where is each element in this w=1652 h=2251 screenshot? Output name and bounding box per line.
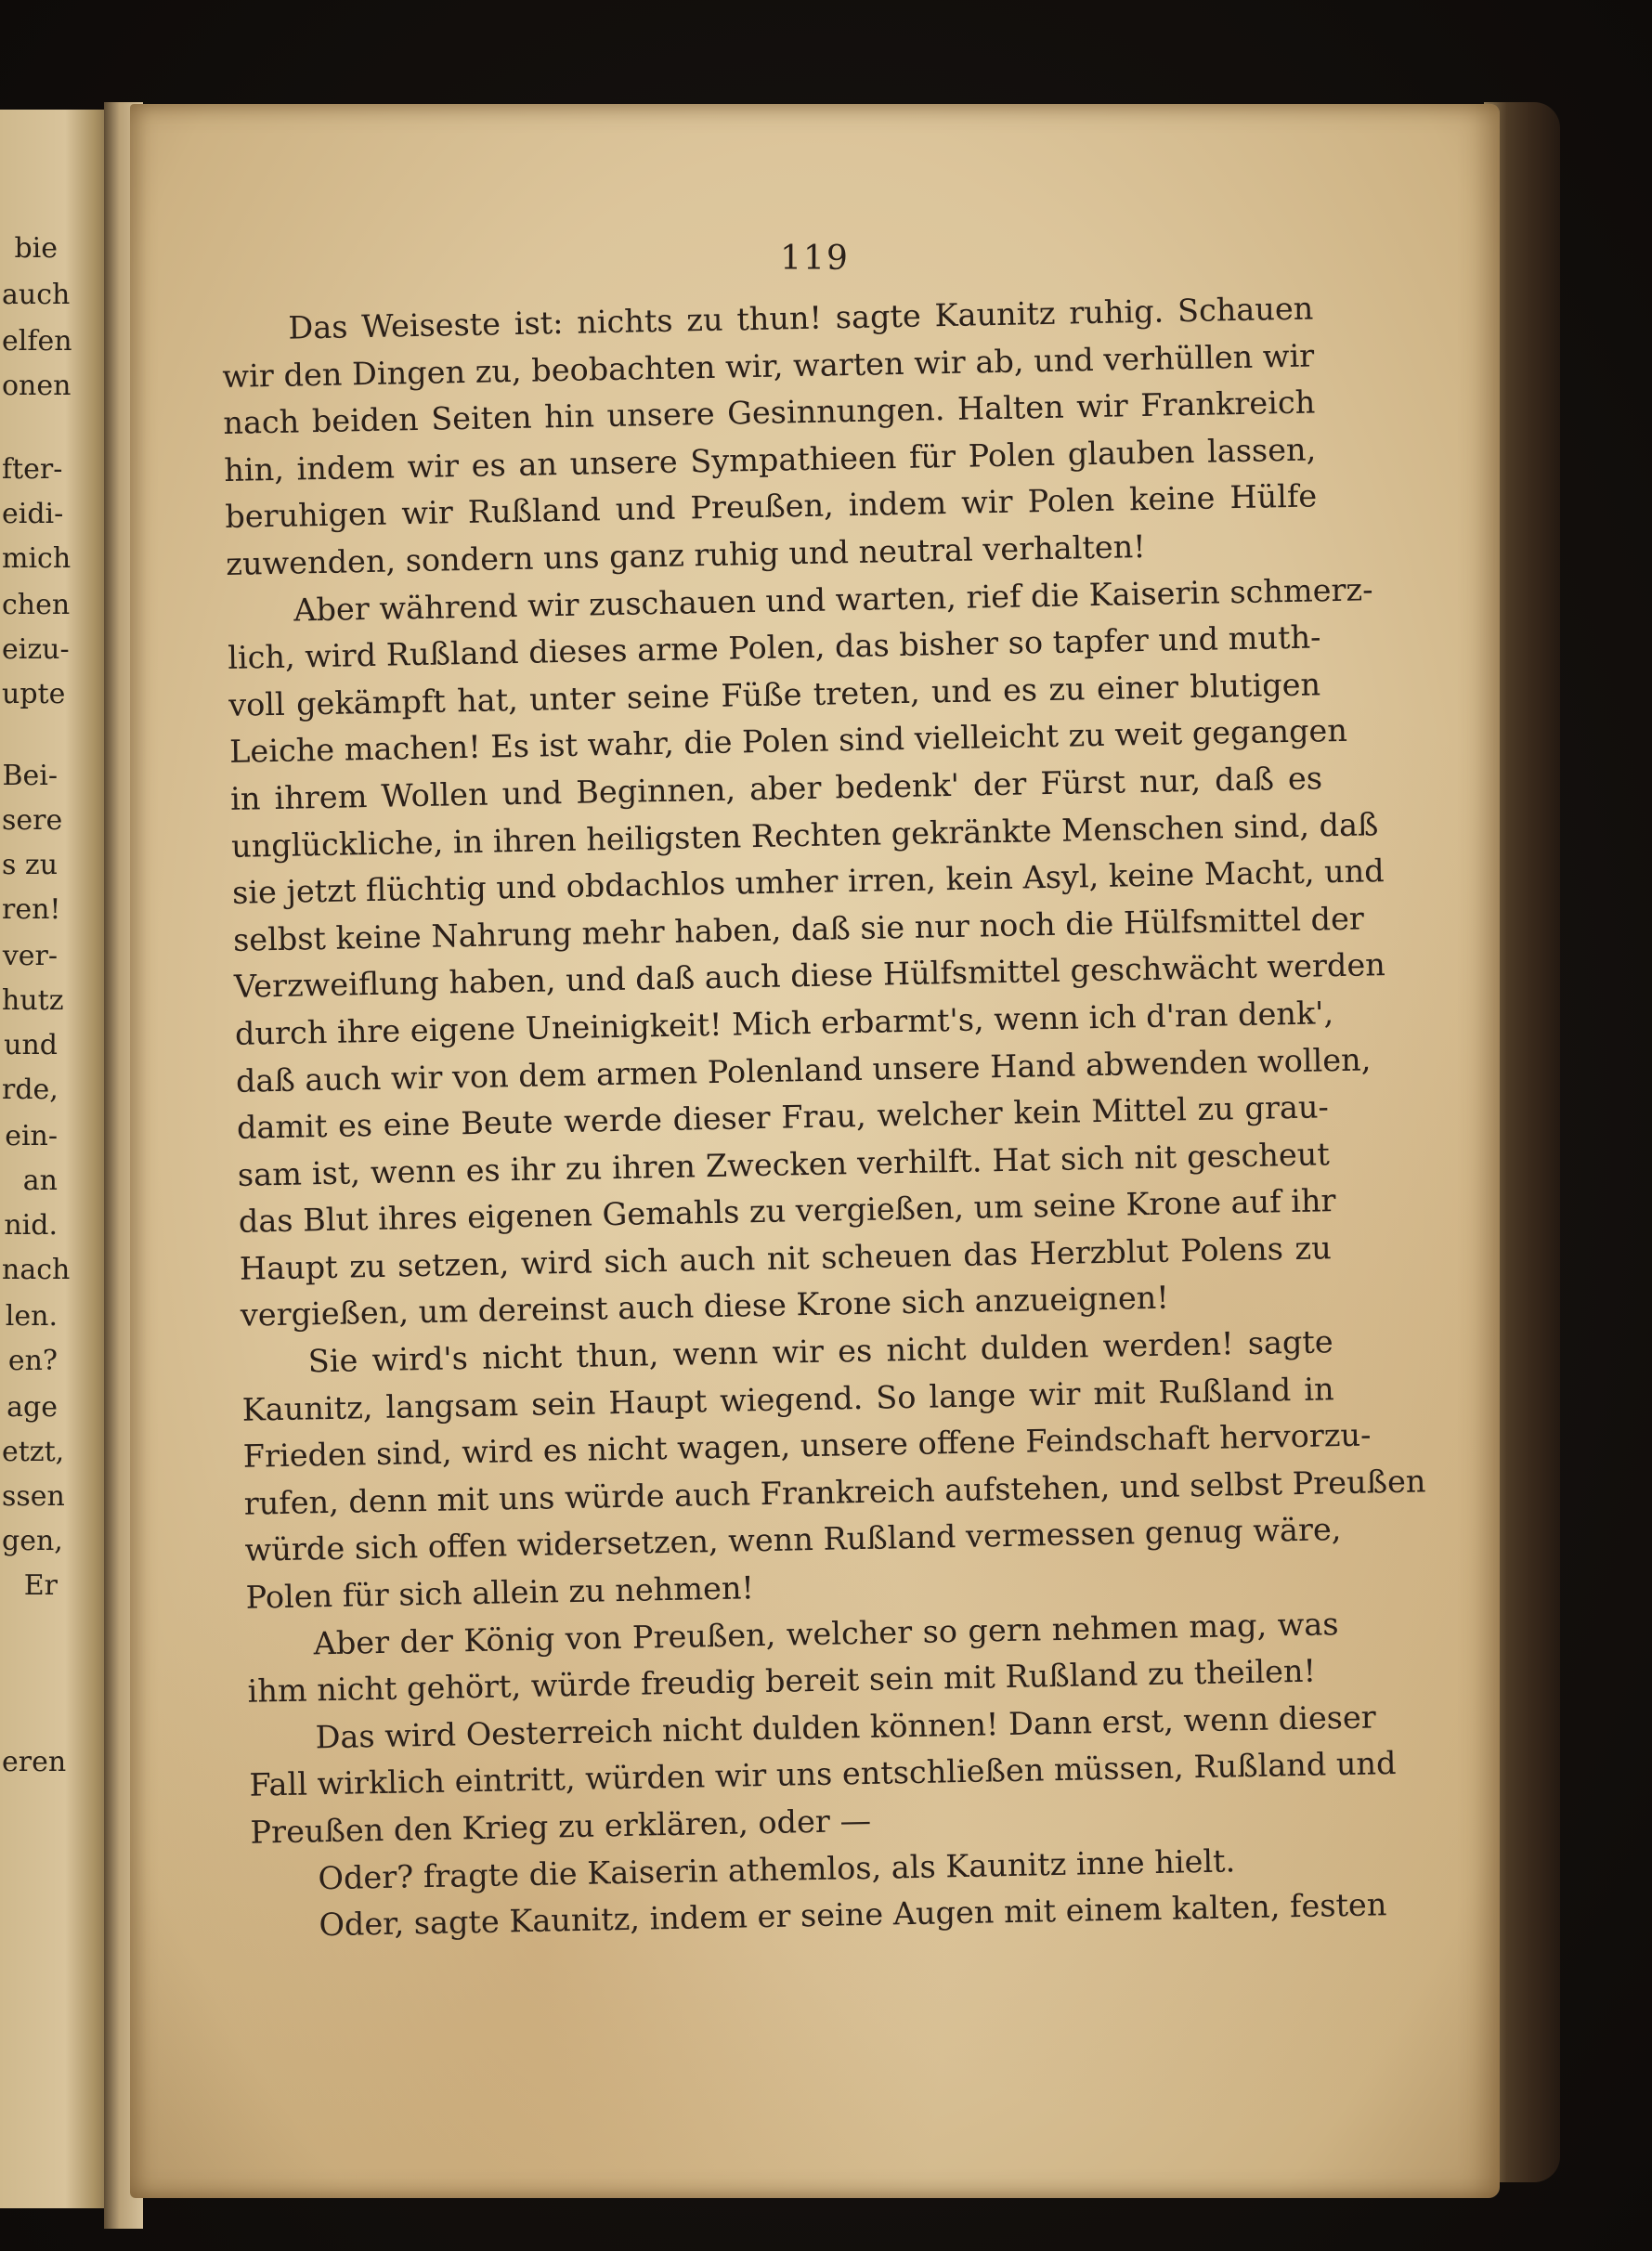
previous-page-text-fragment: gen, — [2, 1525, 63, 1557]
text-line: in ihrem Wollen und Beginnen, aber bedenk' der Fürst nur, daß es — [229, 760, 1323, 817]
text-line: ihm nicht gehört, würde freudig bereit sein mit Rußland zu theilen! — [247, 1652, 1317, 1710]
previous-page-text-fragment: chen — [2, 589, 71, 621]
text-line: Fall wirklich eintritt, würden wir uns entschließen müssen, Rußland und — [249, 1745, 1397, 1804]
text-line: Frieden sind, wird es nicht wagen, unsere offene Feindschaft hervorzu- — [242, 1416, 1372, 1476]
previous-page-text-fragment: und — [4, 1029, 58, 1061]
text-line: Polen für sich allein zu nehmen! — [245, 1569, 755, 1616]
previous-page-text-fragment: elfen — [2, 325, 72, 358]
previous-page-text-fragment: etzt, — [2, 1436, 65, 1468]
text-line: selbst keine Nahrung mehr haben, daß sie nur noch die Hülfsmittel der — [232, 900, 1365, 958]
text-line: Kaunitz, langsam sein Haupt wiegend. So lange wir mit Rußland in — [241, 1370, 1334, 1428]
text-line: unglückliche, in ihren heiligsten Rechten gekränkte Menschen sind, daß — [230, 805, 1379, 865]
text-line: hin, indem wir es an unsere Sympathieen für Polen glauben lassen, — [224, 431, 1317, 488]
previous-page-text-fragment: onen — [2, 370, 72, 402]
previous-page-text-fragment: ssen — [2, 1480, 65, 1513]
text-line: vergießen, um dereinst auch diese Krone sich anzueignen! — [240, 1280, 1170, 1334]
text-line: sam ist, wenn es ihr zu ihren Zwecken verhilft. Hat sich nit gescheut — [237, 1135, 1331, 1193]
text-line: zuwenden, sondern uns ganz ruhig und neutral verhalten! — [225, 527, 1147, 582]
previous-page-text-fragment: rde, — [2, 1073, 59, 1106]
previous-page-text-fragment: ver- — [2, 940, 58, 972]
text-line: nach beiden Seiten hin unsere Gesinnungen. Halten wir Frankreich — [223, 384, 1316, 442]
previous-page-text-fragment: sere — [2, 804, 63, 837]
text-line: Aber der König von Preußen, welcher so gern nehmen mag, was — [313, 1605, 1339, 1661]
previous-page-text-fragment: eizu- — [2, 633, 70, 666]
text-line: lich, wird Rußland dieses arme Polen, das bisher so tapfer und muth- — [227, 618, 1321, 677]
page-number: 119 — [780, 240, 850, 278]
previous-page-text-fragment: age — [7, 1391, 58, 1424]
text-line: Oder? fragte die Kaiserin athemlos, als Kaunitz inne hielt. — [318, 1841, 1236, 1896]
text-line: Aber während wir zuschauen und warten, rief die Kaiserin schmerz- — [293, 570, 1373, 629]
text-line: Das wird Oesterreich nicht dulden können! Dann erst, wenn dieser — [315, 1698, 1377, 1756]
text-line: Verzweiflung haben, und daß auch diese Hülfsmittel geschwächt werden — [233, 946, 1386, 1006]
previous-page-text-fragment: bie — [14, 232, 58, 265]
previous-page-text-fragment: ein- — [5, 1120, 58, 1152]
previous-page-text-fragment: eidi- — [2, 498, 64, 530]
text-line: voll gekämpft hat, unter seine Füße treten, und es zu einer blutigen — [228, 666, 1321, 723]
text-line: daß auch wir von dem armen Polenland unsere Hand abwenden wollen, — [235, 1040, 1372, 1099]
previous-page-text-fragment: hutz — [2, 984, 64, 1017]
previous-page-text-fragment: Er — [23, 1569, 58, 1602]
previous-page-text-fragment: eren — [2, 1746, 67, 1778]
previous-page-text-fragment: s zu — [2, 849, 59, 881]
previous-page-text-fragment: ren! — [2, 893, 61, 926]
previous-page-text-fragment: nach — [2, 1254, 71, 1286]
text-line: durch ihre eigene Uneinigkeit! Mich erbarmt's, wenn ich d'ran denk', — [234, 995, 1334, 1052]
page-text — [221, 285, 1426, 1950]
text-line: Leiche machen! Es ist wahr, die Polen sind vielleicht zu weit gegangen — [228, 712, 1348, 771]
text-line: wir den Dingen zu, beobachten wir, warten wir ab, und verhüllen wir — [222, 337, 1315, 395]
previous-page-text-fragment: mich — [2, 542, 72, 575]
text-line: Das Weiseste ist: nichts zu thun! sagte Kaunitz ruhig. Schauen — [288, 290, 1314, 346]
previous-page-text-fragment: auch — [2, 279, 71, 311]
previous-page-text-fragment: len. — [5, 1300, 58, 1333]
book-page — [130, 104, 1500, 2198]
text-line: sie jetzt flüchtig und obdachlos umher irren, kein Asyl, keine Macht, und — [231, 852, 1385, 912]
text-line: würde sich offen widersetzen, wenn Rußland vermessen genug wäre, — [244, 1511, 1342, 1569]
previous-page-text-fragment: an — [22, 1165, 58, 1197]
text-line: Preußen den Krieg zu erklären, oder — — [250, 1802, 872, 1851]
text-line: beruhigen wir Rußland und Preußen, indem wir Polen keine Hülfe — [224, 477, 1318, 536]
previous-page-edge — [0, 110, 119, 2208]
previous-page-text-fragment: upte — [2, 678, 66, 710]
text-line: Oder, sagte Kaunitz, indem er seine Augen mit einem kalten, festen — [319, 1886, 1387, 1944]
previous-page-text-fragment: Bei- — [2, 760, 58, 792]
text-line: das Blut ihres eigenen Gemahls zu vergießen, um seine Krone auf ihr — [238, 1182, 1336, 1241]
text-line: damit es eine Beute werde dieser Frau, welcher kein Mittel zu grau- — [236, 1088, 1330, 1146]
previous-page-text-fragment: nid. — [4, 1209, 58, 1242]
text-line: Sie wird's nicht thun, wenn wir es nicht dulden werden! sagte — [307, 1323, 1333, 1380]
text-line: Haupt zu setzen, wird sich auch nit scheuen das Herzblut Polens zu — [239, 1230, 1333, 1287]
text-line: rufen, denn mit uns würde auch Frankreich aufstehen, und selbst Preußen — [243, 1463, 1426, 1522]
previous-page-text-fragment: fter- — [2, 453, 63, 486]
previous-page-text-fragment: en? — [7, 1345, 58, 1377]
